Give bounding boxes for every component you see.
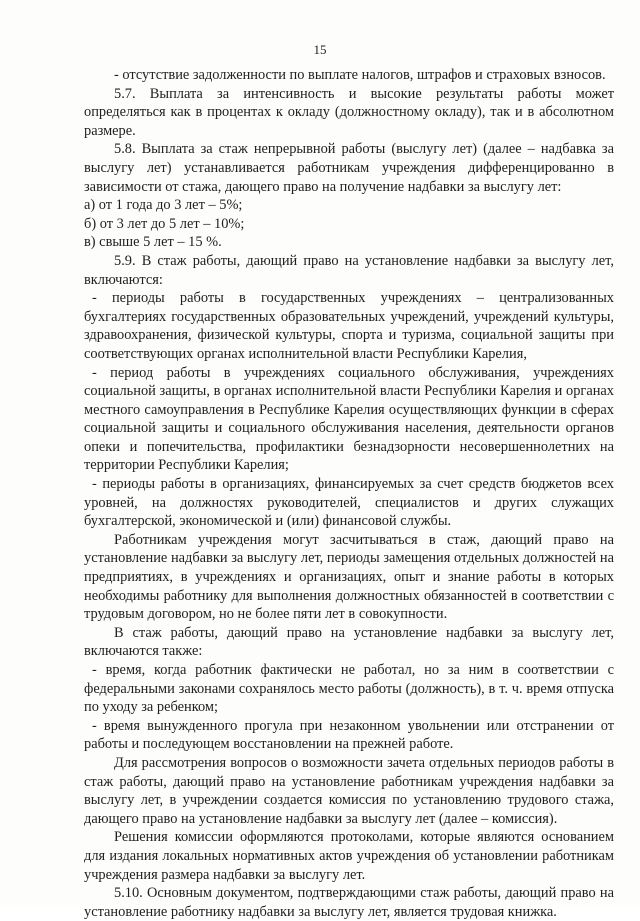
list-item-a: а) от 1 года до 3 лет – 5%;: [84, 197, 243, 214]
paragraph-5-10: 5.10. Основным документом, подтверждающими стаж работы, дающий право на установление работнику надбавки за выслугу лет, является трудовая книжка.: [84, 885, 614, 920]
paragraph-5-9: 5.9. В стаж работы, дающий право на установление надбавки за выслугу лет, включаются:: [84, 252, 614, 288]
paragraph-5-8: 5.8. Выплата за стаж непрерывной работы (выслугу лет) (далее – надбавка за выслугу лет) устанавливается работникам учреждения дифференцированно в зависимости от стажа, дающего право на получение надбавки за выслугу лет:: [84, 141, 614, 195]
list-item-c: в) свыше 5 лет – 15 %.: [84, 234, 222, 251]
paragraph-also-included: В стаж работы, дающий право на установление надбавки за выслугу лет, включаются также:: [84, 624, 614, 660]
list-item-b: б) от 3 лет до 5 лет – 10%;: [84, 215, 245, 232]
paragraph-commission: Для рассмотрения вопросов о возможности зачета отдельных периодов работы в стаж работы, дающий право на установление работникам учреждения надбавки за выслугу лет, в учреждении создается комиссия по установлению трудового стажа, дающего право на установление надбавки за выслугу лет (далее – комиссия).: [84, 754, 614, 827]
paragraph-forced-absence: - время вынужденного прогула при незаконном увольнении или отстранении от работы и последующем восстановлении на прежней работе.: [84, 717, 614, 753]
paragraph-budget-organizations: - периоды работы в организациях, финансируемых за счет средств бюджетов всех уровней, на должностях руководителей, специалистов и других служащих бухгалтерской, экономической и (или) финансовой службы.: [84, 476, 614, 530]
document-body: [84, 66, 614, 921]
paragraph-tax-debt: - отсутствие задолженности по выплате налогов, штрафов и страховых взносов.: [114, 67, 606, 83]
paragraph-social-service: - период работы в учреждениях социального обслуживания, учреждениях социальной защиты, в органах исполнительной власти Республики Карелия и органах местного самоуправления в Республике Карелия осуществляющих функции в сферах социальной защиты и социального обслуживания населения, деятельности органов опеки и попечительства, профилактики безнадзорности несовершеннолетних на территории Республики Карелия;: [84, 364, 614, 474]
paragraph-5-7: 5.7. Выплата за интенсивность и высокие результаты работы может определяться как в процентах к окладу (должностному окладу), так и в абсолютном размере.: [84, 85, 614, 139]
paragraph-state-institutions: - периоды работы в государственных учреждениях – централизованных бухгалтериях государственных образовательных учреждений, учреждений культуры, здравоохранения, физической культуры, спорта и туризма, социальной защиты при соответствующих органах исполнительной власти Республики Карелия,: [84, 290, 614, 362]
paragraph-leave-time: - время, когда работник фактически не работал, но за ним в соответствии с федеральными законами сохранялось место работы (должность), в т. ч. время отпуска по уходу за ребенком;: [84, 662, 614, 716]
paragraph-counted-periods: Работникам учреждения могут засчитываться в стаж, дающий право на установление надбавки за выслугу лет, периоды замещения отдельных должностей на предприятиях, в учреждениях и организациях, опыт и знание работы в которых необходимы работнику для выполнения должностных обязанностей в соответствии с трудовым договором, но не более пяти лет в совокупности.: [84, 531, 614, 623]
paragraph-commission-decisions: Решения комиссии оформляются протоколами, которые являются основанием для издания локальных нормативных актов учреждения об установлении работникам учреждения размера надбавки за выслугу лет.: [84, 829, 614, 883]
page-number: 15: [313, 42, 327, 57]
